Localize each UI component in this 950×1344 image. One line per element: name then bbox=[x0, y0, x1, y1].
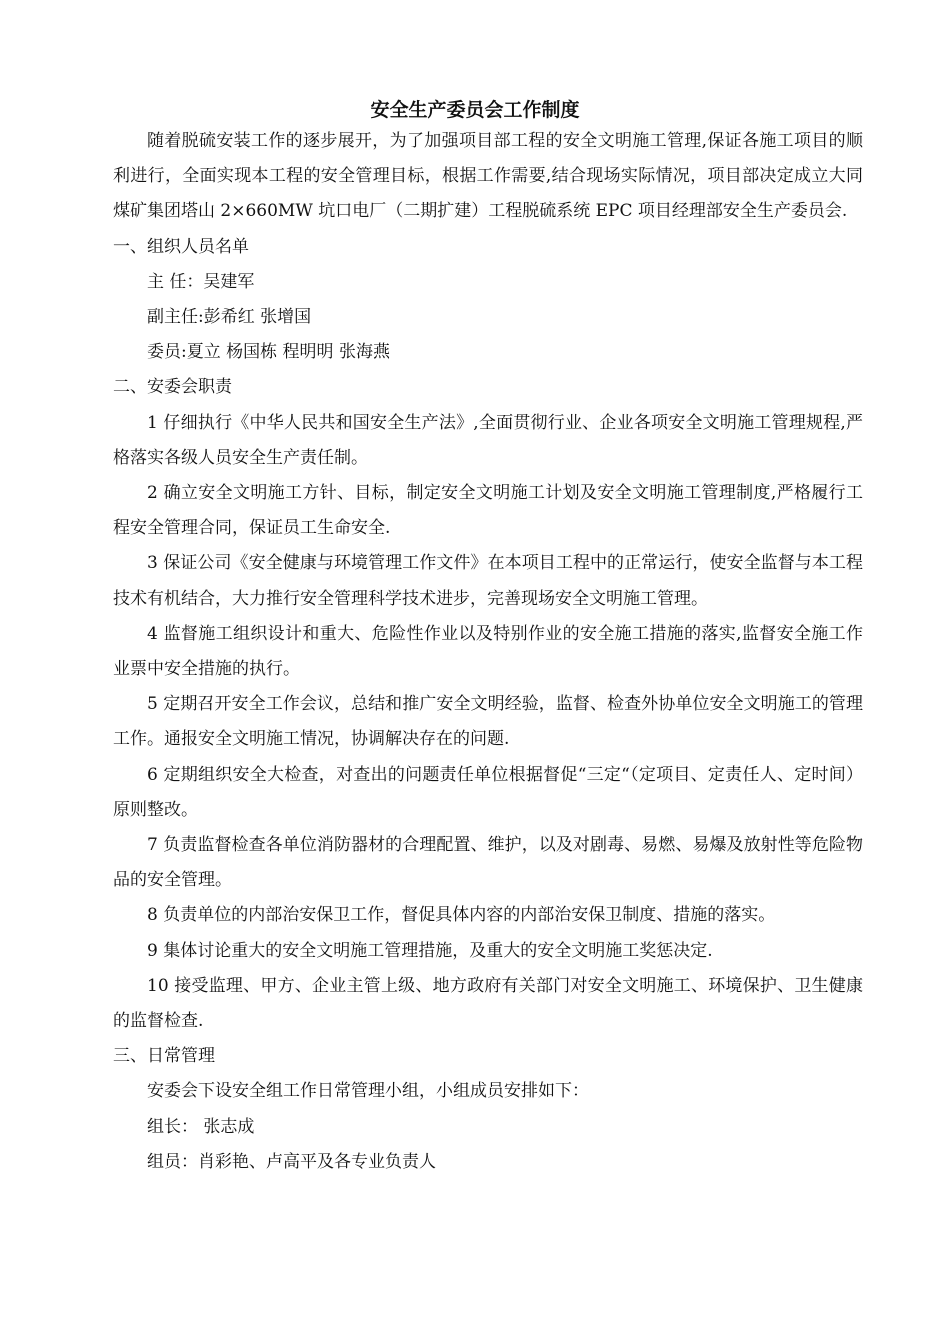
group-members: 组员：肖彩艳、卢高平及各专业负责人 bbox=[147, 1151, 436, 1172]
document-body bbox=[113, 124, 863, 1180]
intro-paragraph: 随着脱硫安装工作的逐步展开，为了加强项目部工程的安全文明施工管理,保证各施工项目的顺利进行，全面实现本工程的安全管理目标，根据工作需要,结合现场实际情况，项目部决定成立大同煤矿集团塔山 2×660MW 坑口电厂（二期扩建）工程脱硫系统 EPC 项目经理部安全生产委员会. bbox=[113, 131, 863, 222]
daily-management-intro: 安委会下设安全组工作日常管理小组，小组成员安排如下： bbox=[147, 1081, 589, 1102]
group-leader: 组长： 张志成 bbox=[147, 1116, 255, 1137]
member-director: 主 任：吴建军 bbox=[147, 271, 255, 292]
duty-item: 7 负责监督检查各单位消防器材的合理配置、维护，以及对剧毒、易燃、易爆及放射性等危险物品的安全管理。 bbox=[113, 835, 863, 891]
duty-item: 6 定期组织安全大检查，对查出的问题责任单位根据督促“三定“（定项目、定责任人、定时间）原则整改。 bbox=[113, 764, 863, 820]
member-deputy-director: 副主任:彭希红 张增国 bbox=[147, 307, 312, 328]
document-title: 安全生产委员会工作制度 bbox=[370, 99, 580, 121]
section-heading-duties: 二、安委会职责 bbox=[113, 377, 232, 398]
duty-item: 3 保证公司《安全健康与环境管理工作文件》在本项目工程中的正常运行，使安全监督与本工程技术有机结合，大力推行安全管理科学技术进步，完善现场安全文明施工管理。 bbox=[113, 553, 863, 609]
section-heading-daily-management: 三、日常管理 bbox=[113, 1046, 215, 1067]
duty-item: 4 监督施工组织设计和重大、危险性作业以及特别作业的安全施工措施的落实,监督安全施工作业票中安全措施的执行。 bbox=[113, 623, 863, 680]
duty-item: 10 接受监理、甲方、企业主管上级、地方政府有关部门对安全文明施工、环境保护、卫生健康的监督检查. bbox=[113, 975, 863, 1032]
section-heading-organization: 一、组织人员名单 bbox=[113, 236, 249, 257]
duty-item: 1 仔细执行《中华人民共和国安全生产法》,全面贯彻行业、企业各项安全文明施工管理规程,严格落实各级人员安全生产责任制。 bbox=[113, 412, 863, 468]
duty-item: 2 确立安全文明施工方针、目标，制定安全文明施工计划及安全文明施工管理制度,严格履行工程安全管理合同，保证员工生命安全. bbox=[113, 483, 863, 539]
duty-item: 9 集体讨论重大的安全文明施工管理措施，及重大的安全文明施工奖惩决定. bbox=[147, 940, 713, 961]
duty-item: 8 负责单位的内部治安保卫工作，督促具体内容的内部治安保卫制度、措施的落实。 bbox=[147, 905, 776, 926]
member-committee: 委员:夏立 杨国栋 程明明 张海燕 bbox=[147, 342, 390, 363]
duty-item: 5 定期召开安全工作会议，总结和推广安全文明经验，监督、检查外协单位安全文明施工的管理工作。通报安全文明施工情况，协调解决存在的问题. bbox=[113, 694, 863, 750]
